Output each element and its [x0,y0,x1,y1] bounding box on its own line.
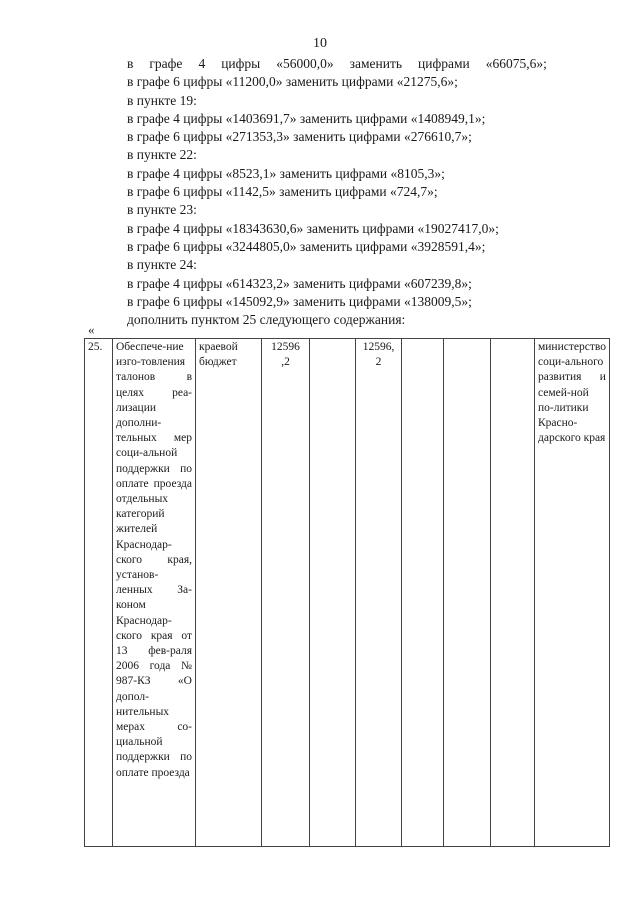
cell-total-amount [262,339,310,847]
cell-executor: министерство соци-ального развития и семей-ной по-литики Красно-дарского края [535,339,610,847]
amendment-line: дополнить пунктом 25 следующего содержания: [127,312,406,328]
amendment-text [127,55,547,329]
amendment-line: в графе 6 цифры «3244805,0» заменить цифрами «3928591,4»; [127,238,486,254]
amendment-line: в графе 6 цифры «271353,3» заменить цифрами «276610,7»; [127,129,472,145]
cell-year-3 [356,339,402,847]
cell-col-7 [402,339,444,847]
year-3-value: 12596, 2 [362,341,395,369]
cell-col-8 [444,339,491,847]
amendment-line: в пункте 23: [127,202,197,218]
amendment-line: в графе 6 цифры «145092,9» заменить цифрами «138009,5»; [127,293,472,309]
amendment-line: в графе 4 цифры «8523,1» заменить цифрами «8105,3»; [127,165,445,181]
amendment-line: в пункте 24: [127,257,197,273]
amendment-line: в пункте 22: [127,147,197,163]
amendment-line: в графе 6 цифры «1142,5» заменить цифрами «724,7»; [127,184,438,200]
amendment-line: в пункте 19: [127,92,197,108]
table-row [85,339,610,847]
cell-description: Обеспече-ние изго-товления талонов в целях реа-лизации дополни-тельных мер соци-альной поддержки по оплате проезда отдельных категорий жителей Краснодар-ского края, установ-ленных За-коном Краснодар-ского края от 13 фев-раля 2006 года № 987-КЗ «О допол-нительных мерах со-циальной поддержки по оплате проезда [113,339,196,847]
amendment-line: в графе 4 цифры «614323,2» заменить цифрами «607239,8»; [127,275,472,291]
page-number: 10 [313,36,327,51]
cell-col-9 [491,339,535,847]
program-activity-table [84,338,610,847]
amendment-line: в графе 4 цифры «1403691,7» заменить цифрами «1408949,1»; [127,110,486,126]
cell-row-number: 25. [85,339,113,847]
amendment-line: в графе 4 цифры «18343630,6» заменить цифрами «19027417,0»; [127,220,499,236]
amendment-line: в графе 6 цифры «11200,0» заменить цифрами «21275,6»; [127,74,458,90]
cell-year-2 [310,339,356,847]
cell-funding-source: краевой бюджет [196,339,262,847]
total-amount-value: 12596 ,2 [271,341,300,369]
amendment-line: в графе 4 цифры «56000,0» заменить цифрами «66075,6»; [127,56,547,71]
opening-quote: « [88,322,95,337]
